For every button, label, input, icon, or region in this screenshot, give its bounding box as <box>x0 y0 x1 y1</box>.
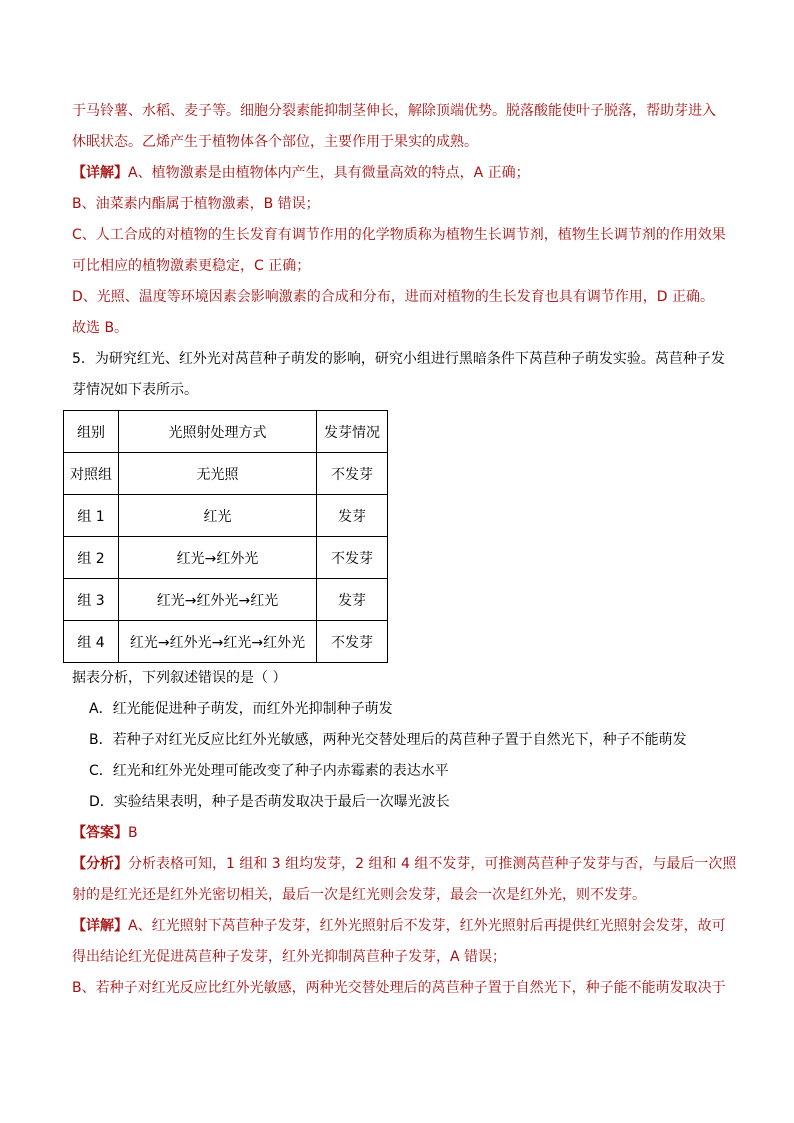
detail-line: C、人工合成的对植物的生长发育有调节作用的化学物质称为植物生长调节剂，植物生长调节剂的作用效果 <box>72 227 726 243</box>
table-header-cell: 发芽情况 <box>317 411 388 453</box>
table-row <box>64 537 388 579</box>
table-header-cell: 光照射处理方式 <box>119 411 317 453</box>
table-cell: 组 4 <box>64 621 119 663</box>
detail-line: 故选 B。 <box>72 320 129 336</box>
table-cell: 组 3 <box>64 579 119 621</box>
detail-line: B、油菜素内酯属于植物激素，B 错误； <box>72 196 320 212</box>
table-cell: 组 1 <box>64 495 119 537</box>
analysis-tag: 【分析】 <box>72 856 128 872</box>
detail-line: D、光照、温度等环境因素会影响激素的合成和分布，进而对植物的生长发育也具有调节作用，D 正确。 <box>72 289 715 305</box>
analysis-line: 【分析】分析表格可知，1 组和 3 组均发芽，2 组和 4 组不发芽，可推测莴苣种子发芽与否，与最后一次照 <box>72 856 737 872</box>
detail-line: 【详解】A、红光照射下莴苣种子发芽，红外光照射后不发芽，红外光照射后再提供红光照射会发芽，故可 <box>72 918 726 934</box>
option-d: D．实验结果表明，种子是否萌发取决于最后一次曝光波长 <box>89 794 450 810</box>
detail-tag: 【详解】 <box>72 165 128 181</box>
germination-table <box>63 410 388 663</box>
analysis-line: 射的是红光还是红外光密切相关，最后一次是红光则会发芽，最会一次是红外光，则不发芽。 <box>72 887 646 903</box>
table-header-row <box>64 411 388 453</box>
table-row <box>64 495 388 537</box>
table-cell: 红光 <box>119 495 317 537</box>
option-b: B．若种子对红光反应比红外光敏感，两种光交替处理后的莴苣种子置于自然光下，种子不能萌发 <box>89 732 687 748</box>
table-row <box>64 579 388 621</box>
detail-line: 得出结论红光促进莴苣种子发芽，红外光抑制莴苣种子发芽，A 错误； <box>72 949 507 965</box>
table-cell: 发芽 <box>317 495 388 537</box>
table-cell: 无光照 <box>119 453 317 495</box>
detail-line: 【详解】A、植物激素是由植物体内产生，具有微量高效的特点，A 正确； <box>72 165 530 181</box>
question-prompt: 据表分析，下列叙述错误的是（ ） <box>72 670 287 686</box>
table-cell: 红光→红外光→红光 <box>119 579 317 621</box>
table-cell: 组 2 <box>64 537 119 579</box>
page-content <box>70 96 737 1004</box>
explanation-line: 于马铃薯、水稻、麦子等。细胞分裂素能抑制茎伸长，解除顶端优势。脱落酸能使叶子脱落，帮助芽进入 <box>72 103 716 119</box>
answer-line <box>72 818 724 849</box>
table-cell: 发芽 <box>317 579 388 621</box>
table-cell: 红光→红外光→红光→红外光 <box>119 621 317 663</box>
detail-line: B、若种子对红光反应比红外光敏感，两种光交替处理后的莴苣种子置于自然光下，种子能不能萌发取决于 <box>72 980 726 996</box>
table-cell: 不发芽 <box>317 621 388 663</box>
question-stem: 芽情况如下表所示。 <box>72 382 198 398</box>
table-cell: 对照组 <box>64 453 119 495</box>
option-c: C．红光和红外光处理可能改变了种子内赤霉素的表达水平 <box>89 763 449 779</box>
table-row <box>64 453 388 495</box>
table-cell: 不发芽 <box>317 453 388 495</box>
detail-line: 可比相应的植物激素更稳定，C 正确； <box>72 258 311 274</box>
detail-tag: 【详解】 <box>72 918 128 934</box>
answer-value: B <box>128 825 138 841</box>
option-a: A．红光能促进种子萌发，而红外光抑制种子萌发 <box>89 701 393 717</box>
question-stem: 5．为研究红光、红外光对莴苣种子萌发的影响，研究小组进行黑暗条件下莴苣种子萌发实验。莴苣种子发 <box>72 351 725 367</box>
table-header-cell: 组别 <box>64 411 119 453</box>
table-row <box>64 621 388 663</box>
table-cell: 红光→红外光 <box>119 537 317 579</box>
answer-tag: 【答案】 <box>72 825 128 841</box>
explanation-line: 休眠状态。乙烯产生于植物体各个部位，主要作用于果实的成熟。 <box>72 134 478 150</box>
table-cell: 不发芽 <box>317 537 388 579</box>
